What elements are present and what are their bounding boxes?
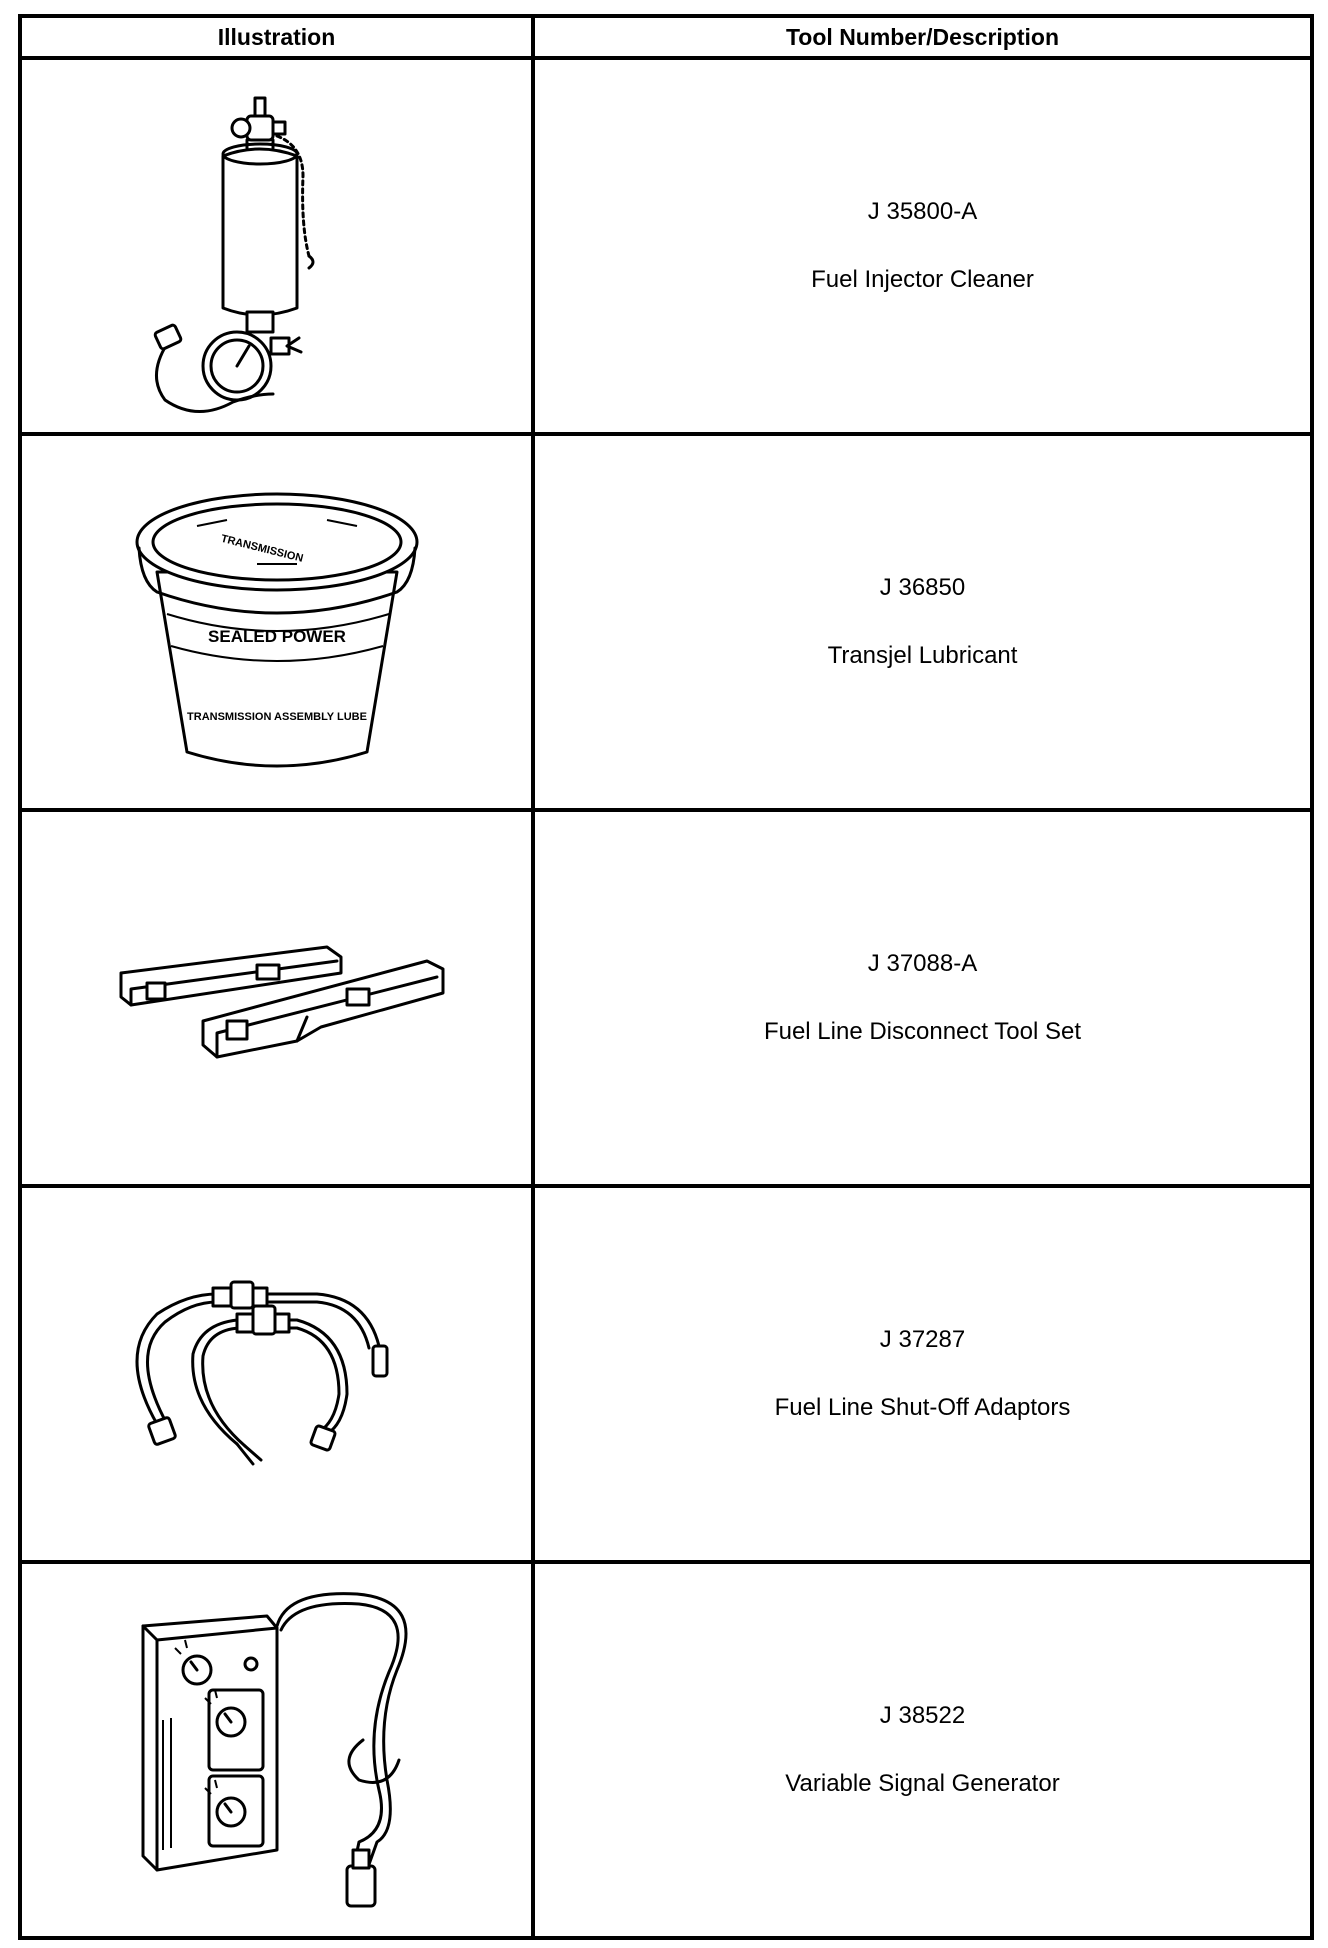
svg-text:TRANSMISSION: TRANSMISSION: [219, 532, 304, 565]
table-row: [20, 434, 1312, 810]
description-column-header: Tool Number/Description: [533, 16, 1312, 58]
table-row: [20, 810, 1312, 1186]
header-row: [20, 16, 1312, 58]
shutoff-adaptors-illustration: [117, 1274, 437, 1474]
lubricant-tub-illustration: [127, 462, 427, 782]
signal-generator-illustration: [127, 1580, 427, 1920]
tool-number: J 38522: [879, 1702, 966, 1729]
description-cell: [533, 810, 1312, 1186]
illustration-column-header: Illustration: [20, 16, 533, 58]
tools-table: [18, 14, 1314, 1940]
table-row: [20, 1562, 1312, 1938]
illustration-cell: [20, 1562, 533, 1938]
tool-description: Fuel Line Disconnect Tool Set: [763, 1018, 1082, 1045]
tool-description: Fuel Injector Cleaner: [811, 266, 1034, 293]
illustration-cell: [20, 434, 533, 810]
tub-label-bottom: TRANSMISSION ASSEMBLY LUBE: [186, 711, 367, 723]
illustration-cell: [20, 810, 533, 1186]
tool-number: J 37088-A: [867, 950, 978, 977]
tool-description: Fuel Line Shut-Off Adaptors: [774, 1394, 1071, 1421]
illustration-cell: [20, 1186, 533, 1562]
tool-number: J 35800-A: [867, 198, 978, 225]
description-cell: [533, 1186, 1312, 1562]
description-cell: [533, 1562, 1312, 1938]
tool-description: Variable Signal Generator: [785, 1770, 1060, 1797]
tool-description: Transjel Lubricant: [827, 642, 1018, 669]
table-row: [20, 1186, 1312, 1562]
illustration-cell: [20, 58, 533, 434]
disconnect-tool-set-illustration: [107, 933, 447, 1063]
tub-label-top: SEALED POWER: [207, 627, 346, 646]
description-cell: [533, 58, 1312, 434]
fuel-injector-cleaner-illustration: [127, 76, 427, 416]
tool-number: J 37287: [879, 1326, 966, 1353]
tool-number: J 36850: [879, 574, 966, 601]
description-cell: [533, 434, 1312, 810]
table-row: [20, 58, 1312, 434]
